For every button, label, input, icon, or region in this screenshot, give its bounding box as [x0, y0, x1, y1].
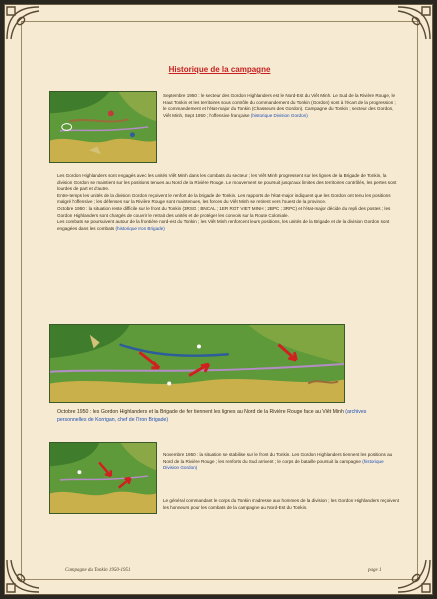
- campaign-text-block-5: [163, 498, 399, 511]
- corner-ornament-icon: [394, 556, 434, 596]
- corner-ornament-icon: [3, 3, 43, 43]
- campaign-text-block-4: [163, 452, 399, 472]
- block3-text: Octobre 1950 : les Gordon Highlanders et la Brigade de fer tiennent les lignes au Nord de la Rivière Rouge face au Viêt Minh: [57, 409, 344, 415]
- block2-paragraph: Entre-temps les unités de la division Gordon reçoivent le renfort de la brigade de Tonkin. Les rapports de l'état-major indiquent que les Gordon ont tenu les positions malgré l'offensive ; les défenses sur la Rivière Rouge sont maintenues, les forces du Viêt Minh se retirent vers l'ouest de la province.: [57, 192, 391, 205]
- campaign-wide-map-image: [49, 324, 345, 403]
- campaign-map-image: [49, 442, 157, 514]
- page-number: page 1: [368, 568, 382, 573]
- campaign-text-block-2: [57, 173, 397, 232]
- campaign-map-image: [49, 91, 157, 163]
- corner-ornament-icon: [3, 556, 43, 596]
- block4-text: Novembre 1950 : la situation se stabilise sur le front du Tonkin. Les Gordon Highlanders tiennent les positions au Nord de la Rivière Rouge ; les renforts du Sud arrivent ; le corps de bataille poursuit la campagne: [163, 452, 393, 464]
- block2-paragraph: Les Gordon Highlanders sont engagés avec les unités Viêt Minh dans les combats du secteur ; les Viêt Minh progressent sur les lignes de la Brigade de Tonkin, la division Gordon se maintient sur les positions tenues au Nord de la Rivière Rouge. Le mouvement se poursuit jusqu'aux limites des territoires contrôlés, les pertes sont lourdes de part et d'autre.: [57, 173, 397, 192]
- historique-division-gordon-link[interactable]: (historique Division Gordon): [163, 458, 384, 471]
- block5-text: Le général commandant le corps du Tonkin s'adresse aux hommes de la division ; les Gordon Highlanders reçoivent les honneurs pour les combats de la campagne au Nord-Est du Tonkin.: [163, 498, 399, 510]
- block2-paragraph: Octobre 1950 : la situation reste difficile sur le front du Tonkin (3RSG ; BNCAL ; 1ER RGT VIET MINH ; 2BPC ; 3RPC) et l'état-major décide du repli des postes ; les Gordon Highlanders sont chargés de couvrir le retrait des unités et de protéger les convois sur la Route Coloniale.: [57, 205, 391, 218]
- historique-division-gordon-link[interactable]: (historique Division Gordon): [250, 112, 308, 118]
- page-title: Historique de la campagne: [168, 65, 271, 74]
- campaign-text-block-3: [57, 409, 397, 424]
- block1-text: Septembre 1950 : le secteur des Gordon Highlanders est le Nord-Est du Viêt Minh. Le Sud de la Rivière Rouge, le Haut Tonkin et les territoires sous contrôle du commandement du Tonkin (Gordon) sont à l'écart de la progression ; le commandement et l'état-major du Tonkin (Chasseurs des Gordon). Campagne du Tonkin ; secteur des Gordon, Viêt Minh, Sept 1950 ; l'offensive française: [163, 93, 396, 118]
- footer-title: Campagne du Tonkin 1950-1951: [65, 568, 131, 573]
- historique-iron-brigade-link[interactable]: (historique Iron Brigade): [115, 225, 165, 231]
- document-page: [4, 4, 433, 595]
- archives-korrigan-link[interactable]: (archives personnelles de Korrigan, chef de l'Iron Brigade): [57, 409, 367, 423]
- corner-ornament-icon: [394, 3, 434, 43]
- campaign-text-block-1: [163, 93, 399, 119]
- block2-paragraph: Les combats se poursuivent autour de la frontière nord-est du Tonkin ; les Viêt Minh renforcent leurs positions, les unités de la Brigade et de la division Gordon sont engagées dans les combats: [57, 219, 390, 231]
